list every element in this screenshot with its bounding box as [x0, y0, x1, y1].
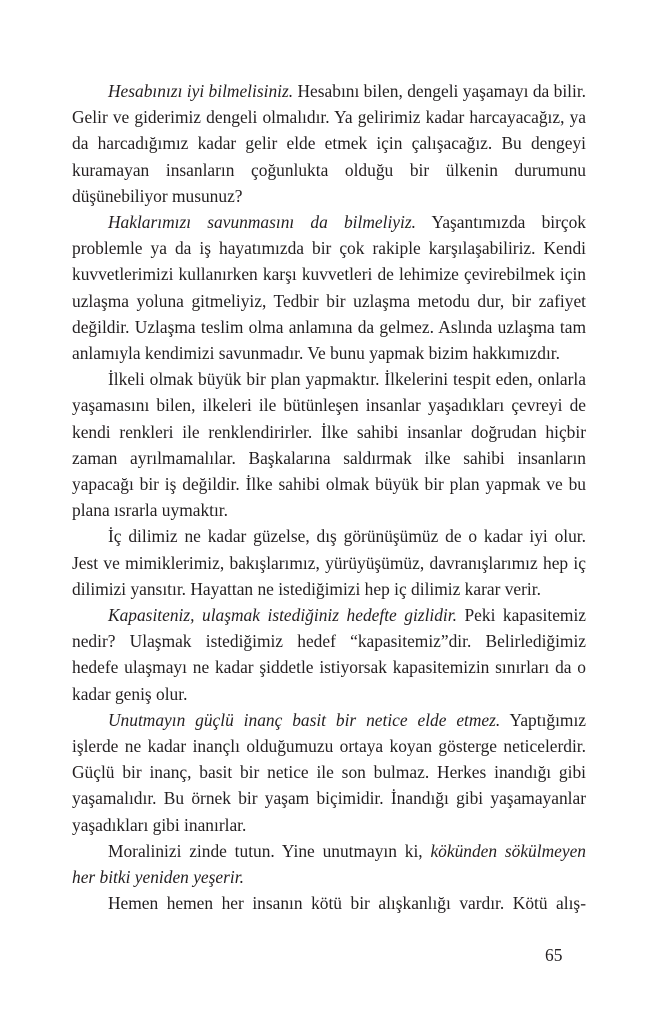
page-body [72, 78, 586, 917]
paragraph-text: İç dilimiz ne kadar güzelse, dış görünüşümüz de o kadar iyi olur. Jest ve mimiklerimiz, bakışlarımız, yürüyüşümüz, davranışlarımız hep iç dilimizi yansıtır. Hayattan ne istediğimizi hep iç dilimiz karar verir. [72, 526, 586, 599]
paragraph-text: Yaşantımızda birçok problemle ya da iş hayatımızda bir çok rakiple karşılaşabiliriz. Kendi kuvvetlerimizi kullanırken karşı kuvvetleri de lehimize çevirebilmek için uzlaşma yoluna gitmeliyiz, Tedbir bir uzlaşma metodu dur, bir zafiyet değildir. Uzlaşma teslim olma anlamına da gelmez. Aslında uzlaşma tam anlamıyla kendimizi savunmadır. Ve bunu yapmak bizim hakkımızdır. [72, 212, 586, 364]
paragraph-aliskanlik [72, 890, 586, 916]
paragraph-italic-lead: Kapasiteniz, ulaşmak istediğiniz hedefte gizlidir. [108, 605, 457, 626]
paragraph-ic-dil [72, 523, 586, 602]
paragraph-kapasite [72, 602, 586, 707]
paragraph-text: Peki kapasitemiz nedir? Ulaşmak istediğimiz hedef “kapasitemiz”dir. Belirlediğimiz hedefe ulaşmayı ne kadar şiddetle istiyorsak kapasitemizin sınırları da o kadar geniş olur. [72, 605, 586, 704]
paragraph-text: İlkeli olmak büyük bir plan yapmaktır. İlkelerini tespit eden, onlarla yaşamasını bilen, ilkeleri ile bütünleşen insanlar yaşadıkları çevreyi de kendi renkleri ile renklendirirler. İlke sahibi insanlar doğrudan hiçbir zaman ayrılmamalılar. Başkalarına saldırmak ilke sahibi insanların yapacağı bir iş değildir. İlke sahibi olmak büyük bir plan yapmak ve bu plana ısrarla uymaktır. [72, 369, 586, 521]
paragraph-moral [72, 838, 586, 890]
paragraph-text: Hesabını bilen, dengeli yaşamayı da bilir. Gelir ve giderimiz dengeli olmalıdır. Ya gelirimiz kadar harcayacağız, ya da harcadığımız kadar gelir elde etmek için çalışacağız. Bu dengeyi kuramayan insanların çoğunlukta olduğu bir ülkenin durumunu düşünebiliyor musunuz? [72, 81, 586, 206]
paragraph-text: Yaptığımız işlerde ne kadar inançlı olduğumuzu ortaya koyan gösterge neticelerdir. Güçlü bir inanç, basit bir netice ile son bulmaz. Herkes inandığı gibi yaşamalıdır. Bu örnek bir yaşam biçimidir. İnandığı gibi yaşamayanlar yaşadıkları gibi inanırlar. [72, 709, 586, 835]
paragraph-inanc [72, 707, 586, 838]
paragraph-italic-lead: Haklarımızı savunmasını da bilmeliyiz. [108, 212, 416, 233]
paragraph-haklar [72, 209, 586, 366]
paragraph-hesap [72, 78, 586, 209]
paragraph-italic-lead: Hesabınızı iyi bilmelisiniz. [108, 81, 294, 101]
paragraph-italic-lead: Unutmayın güçlü inanç basit bir netice elde etmez. [108, 709, 501, 730]
paragraph-ilkeli [72, 366, 586, 523]
paragraph-text: Moralinizi zinde tutun. Yine unutmayın ki, [108, 840, 431, 861]
paragraph-italic-tail: kökünden sökülmeyen her bitki yeniden yeşerir. [72, 840, 586, 888]
page-number: 65 [545, 945, 563, 965]
paragraph-text: Hemen hemen her insanın kötü bir alışkanlığı vardır. Kötü alış- [108, 893, 586, 914]
